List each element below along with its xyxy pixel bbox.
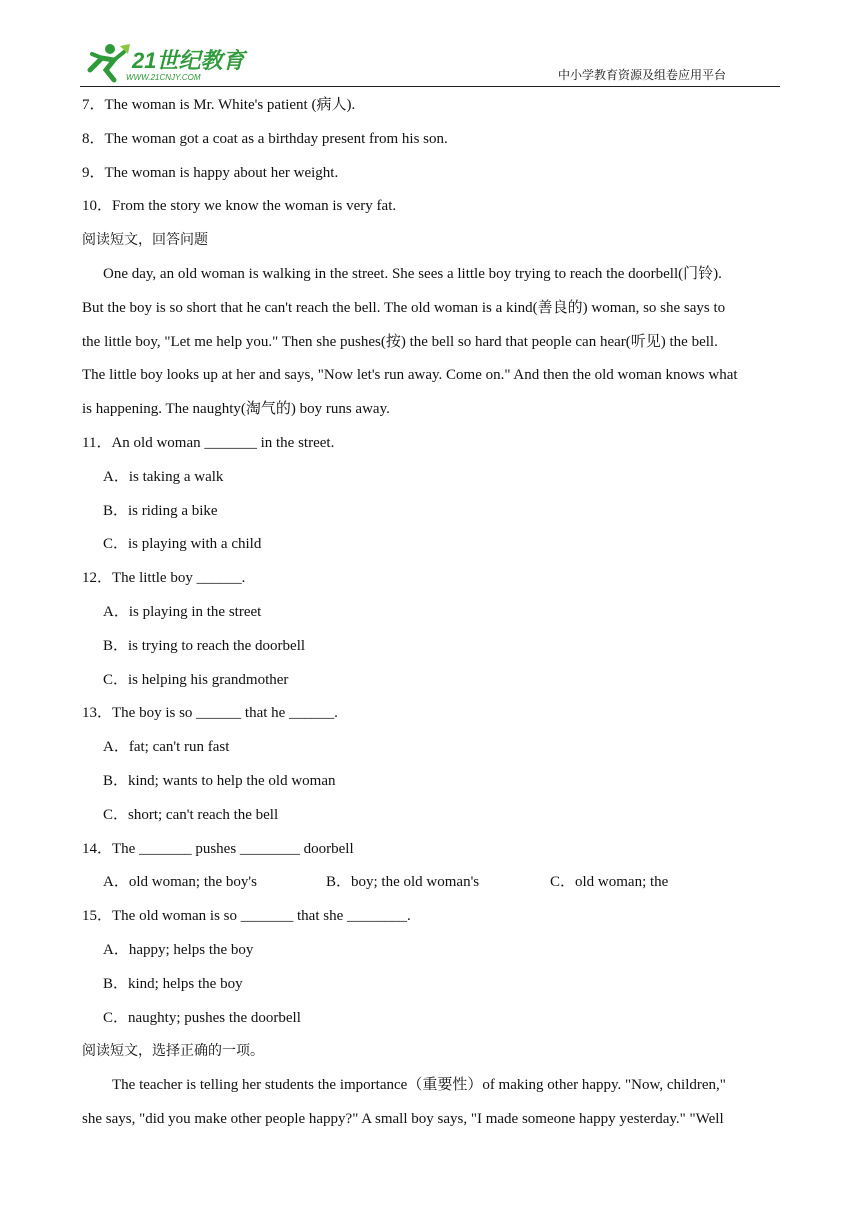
passage-line: But the boy is so short that he can't reach the bell. The old woman is a kind(善良的) woman, so she says to bbox=[82, 299, 726, 316]
question-15: 15．The old woman is so _______ that she ________. bbox=[82, 908, 411, 925]
passage-line: she says, "did you make other people happy?" A small boy says, "I made someone happy yesterday." "Well bbox=[82, 1110, 724, 1127]
option: B．is trying to reach the doorbell bbox=[103, 637, 306, 654]
section-heading: 阅读短文，选择正确的一项。 bbox=[82, 1043, 264, 1060]
question-7: 7．The woman is Mr. White's patient (病人). bbox=[82, 97, 356, 113]
question-9: 9．The woman is happy about her weight. bbox=[82, 164, 339, 181]
question-14: 14．The _______ pushes ________ doorbell bbox=[82, 840, 354, 857]
logo-text: 21世纪教育 bbox=[132, 48, 245, 73]
option: C．is helping his grandmother bbox=[103, 671, 289, 688]
header-divider bbox=[80, 86, 780, 87]
page-header bbox=[80, 38, 780, 88]
option: A．old woman; the boy's bbox=[103, 874, 257, 891]
passage-line: The little boy looks up at her and says, "Now let's run away. Come on." And then the old woman knows what bbox=[82, 367, 738, 384]
question-10: 10．From the story we know the woman is very fat. bbox=[82, 198, 397, 215]
document-body bbox=[82, 89, 782, 1137]
section-heading: 阅读短文，回答问题 bbox=[82, 232, 208, 249]
option: B．boy; the old woman's bbox=[326, 874, 480, 891]
option: C．naughty; pushes the doorbell bbox=[103, 1009, 301, 1026]
option: C．short; can't reach the bell bbox=[103, 806, 279, 823]
passage-line: the little boy, "Let me help you." Then she pushes(按) the bell so hard that people can hear(听见) the bell. bbox=[82, 333, 718, 350]
question-11: 11．An old woman _______ in the street. bbox=[82, 434, 335, 451]
platform-title: 中小学教育资源及组卷应用平台 bbox=[557, 68, 726, 82]
option: C．is playing with a child bbox=[103, 536, 262, 553]
option: B．is riding a bike bbox=[103, 502, 218, 519]
site-logo bbox=[80, 40, 250, 84]
option: A．is playing in the street bbox=[103, 603, 262, 620]
option: C．old woman; the bbox=[550, 874, 669, 891]
passage-line: The teacher is telling her students the importance（重要性）of making other happy. "Now, children," bbox=[112, 1077, 726, 1094]
option: B．kind; helps the boy bbox=[103, 975, 243, 992]
passage-line: is happening. The naughty(淘气的) boy runs away. bbox=[82, 401, 390, 418]
logo-url-text: WWW.21CNJY.COM bbox=[126, 73, 201, 82]
option-row bbox=[82, 866, 782, 900]
option: B．kind; wants to help the old woman bbox=[103, 772, 336, 789]
option: A．fat; can't run fast bbox=[103, 739, 230, 756]
question-13: 13．The boy is so ______ that he ______. bbox=[82, 705, 338, 722]
option: A．happy; helps the boy bbox=[103, 941, 254, 958]
passage-line: One day, an old woman is walking in the street. She sees a little boy trying to reach the doorbell(门铃). bbox=[103, 265, 722, 282]
question-8: 8．The woman got a coat as a birthday present from his son. bbox=[82, 130, 448, 147]
option: A．is taking a walk bbox=[103, 468, 224, 485]
question-12: 12．The little boy ______. bbox=[82, 570, 246, 587]
